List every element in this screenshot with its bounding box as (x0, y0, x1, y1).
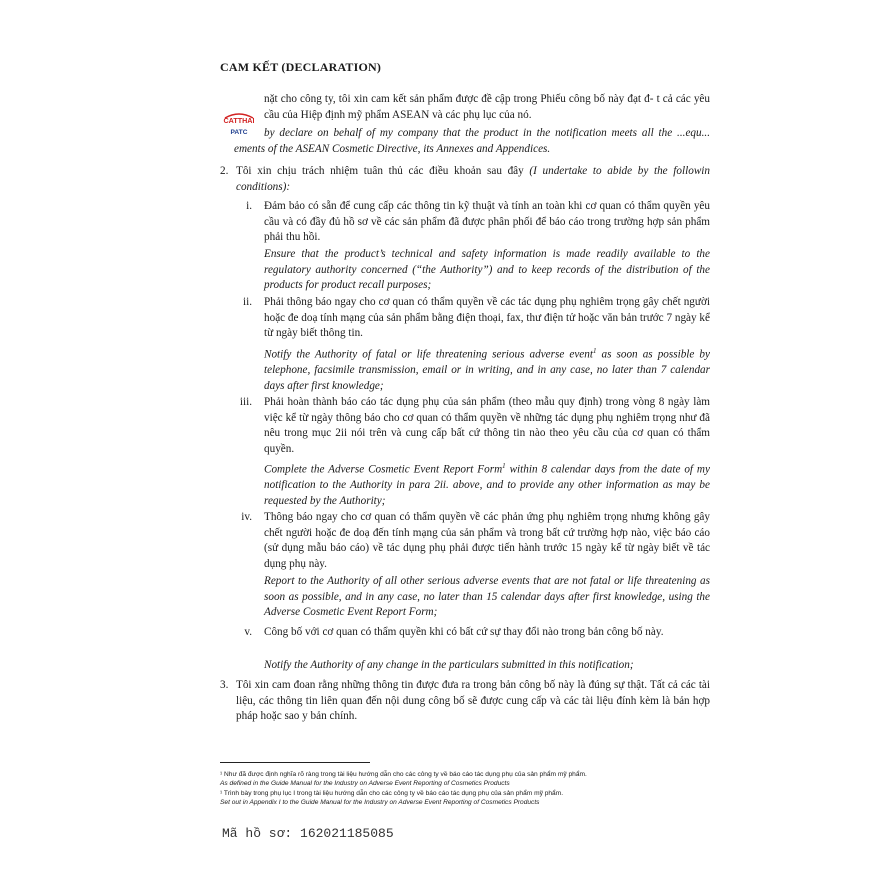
subitem-ii-numeral: ii. (242, 296, 252, 308)
subitem-i-vi: Đảm bảo có sẵn để cung cấp các thông tin kỹ thuật và tính an toàn khi cơ quan có thẩm quyền yêu cầu và có đầy đủ hồ sơ về các sản phẩm đã được phân phối để báo cáo trong trường hợp sản phẩm phải thu hồi. (264, 200, 710, 243)
item-2-text (236, 164, 710, 195)
subitem-ii-vi: Phải thông báo ngay cho cơ quan có thẩm quyền về các tác dụng phụ nghiêm trọng gây chết người hoặc đe doạ tính mạng của sản phẩm bằng điện thoại, fax, thư điện tử hoặc văn bản trước 7 ngày kể từ ngày biết thông tin. (264, 296, 710, 339)
footnote-divider (220, 762, 370, 763)
subitem-i-numeral: i. (246, 200, 252, 212)
footnote-ref: 1 (592, 347, 597, 355)
item-3-number: 3. (220, 679, 229, 691)
subitem-i-en: Ensure that the product’s technical and safety information is made readily available to the regulatory authority concerned (“the Authority”) and to keep records of the distribution of the products for product recall purposes; (264, 248, 710, 291)
footnote-2-vi: ¹ Trình bày trong phụ lục I trong tài liệu hướng dẫn cho các công ty về báo cáo tác dụng phụ của sản phẩm mỹ phẩm. (220, 790, 564, 797)
footnote-1-vi: ¹ Như đã được định nghĩa rõ ràng trong tài liệu hướng dẫn cho các công ty về báo cáo tác dụng phụ của sản phẩm mỹ phẩm. (220, 771, 587, 778)
subitem-v-vi: Công bố với cơ quan có thẩm quyền khi có bất cứ sự thay đổi nào trong bản công bố này. (264, 626, 664, 638)
item-2-vi: Tôi xin chịu trách nhiệm tuân thủ các điều khoản sau đây (236, 165, 524, 177)
subitem-iii-en (264, 459, 710, 509)
record-code: Mã hồ sơ: 162021185085 (222, 826, 394, 841)
subitem-iv-vi: Thông báo ngay cho cơ quan có thẩm quyền về các phản ứng phụ nghiêm trọng nhưng không gây chết người hoặc đe doạ đến tính mạng của sản phẩm và trong bất cứ trường hợp nào, việc báo cáo (sử dụng mẫu báo cáo) về tác dụng phụ phải được tiến hành trước 15 ngày kể từ ngày biết về tác dụng phụ này. (264, 511, 710, 570)
logo-bottom-text: PATC (230, 129, 248, 136)
subitem-iii-en-a: Complete the Adverse Cosmetic Event Report Form (264, 463, 503, 476)
page-title: CAM KẾT (DECLARATION) (220, 60, 382, 74)
footnote-1-en: As defined in the Guide Manual for the Industry on Adverse Event Reporting of Cosmetics Products (220, 780, 510, 787)
intro-vi: nặt cho công ty, tôi xin cam kết sản phẩm được đề cập trong Phiếu công bố này đạt đ- t cả các yêu cầu của Hiệp định mỹ phẩm ASEAN và các phụ lục của nó. (264, 93, 710, 121)
footnote-ref: 1 (502, 462, 506, 470)
subitem-iii-en-b: within 8 calendar days from the date of my notification to the Authority in para 2ii. above, and to provide any other information as may be requested by the Authority; (264, 463, 710, 507)
subitem-ii-en-a: Notify the Authority of fatal or life threatening serious adverse event (264, 348, 593, 361)
subitem-iv-numeral: iv. (241, 511, 252, 523)
subitem-iii-vi: Phải hoàn thành báo cáo tác dụng phụ của sản phẩm (theo mẫu quy định) trong vòng 8 ngày làm việc kể từ ngày thông báo cho cơ quan có thẩm quyền về những tác dụng phụ nghiêm trọng như đã nêu trong mục 2ii nói trên và cung cấp bất cứ thông tin nào theo yêu cầu của cơ quan có thẩm quyền. (264, 396, 710, 455)
subitem-iii-numeral: iii. (239, 396, 252, 408)
footnote-2-en: Set out in Appendix I to the Guide Manual for the Industry on Adverse Event Reporting of Cosmetics Products (220, 799, 540, 806)
item-2-en: (I undertake to abide by the followin conditions): (236, 165, 710, 193)
item-2-number: 2. (220, 165, 229, 177)
logo-top-text: CATTHAI (223, 116, 255, 125)
subitem-ii-en (264, 344, 710, 394)
subitem-v-en: Notify the Authority of any change in the particulars submitted in this notification; (264, 659, 634, 671)
subitem-ii-en-b: as soon as possible by telephone, facsimile transmission, email or in writing, and in any case, no later than 7 calendar days after first knowledge; (264, 348, 710, 392)
subitem-iv-en: Report to the Authority of all other serious adverse events that are not fatal or life threatening as soon as possible, and in any case, no later than 15 calendar days after first knowledge, using the Adverse Cosmetic Event Report Form; (264, 575, 710, 618)
subitem-v-numeral: v. (244, 626, 252, 638)
item-3-text: Tôi xin cam đoan rằng những thông tin được đưa ra trong bản công bố này là đúng sự thật. Tất cả các tài liệu, các thông tin liên quan đến nội dung công bố sẽ được cung cấp và các tài liệu đính kèm là bản hợp pháp hoặc sao y bản chính. (236, 679, 710, 722)
intro-en: by declare on behalf of my company that the product in the notification meets all the ...equ... ements of the ASEAN Cosmetic Directive, its Annexes and Appendices. (234, 127, 710, 155)
